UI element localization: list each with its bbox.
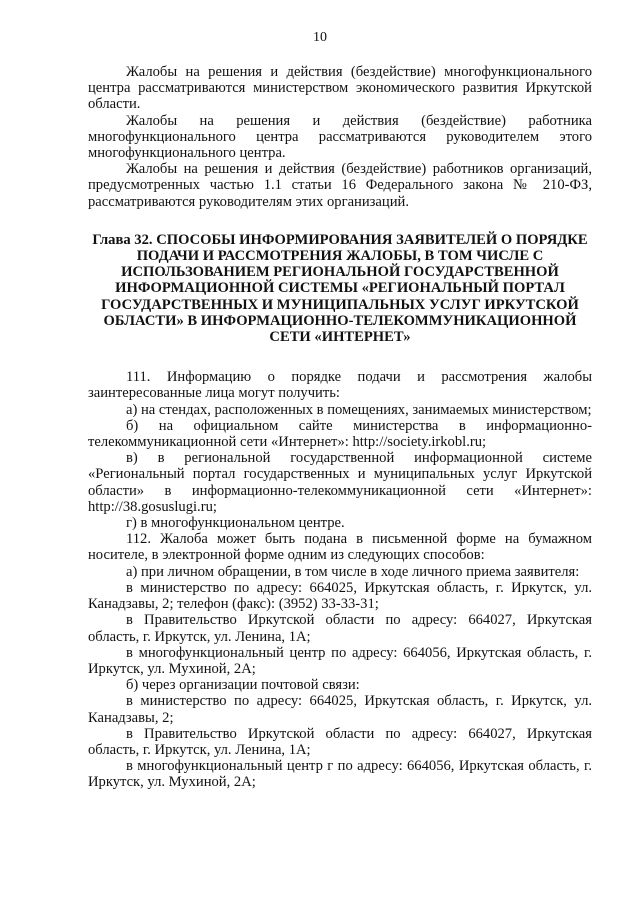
paragraph-mfc-address-personal: в многофункциональный центр по адресу: 664056, Иркутская область, г. Иркутск, ул. Мухиной, 2А; (88, 644, 592, 677)
paragraph-111-b: б) на официальном сайте министерства в информационно-телекоммуникационной сети «Интернет»: http://society.irkobl.ru; (88, 417, 592, 451)
paragraph-mfc-address-post: в многофункциональный центр г по адресу: 664056, Иркутская область, г. Иркутск, ул. Мухиной, 2А; (88, 758, 592, 791)
paragraph-112-intro: 112. Жалоба может быть подана в письменной форме на бумажном носителе, в электронной форме одним из следующих способов: (88, 531, 592, 564)
document-body (88, 64, 592, 791)
paragraph-ministry-address-personal: в министерство по адресу: 664025, Иркутская область, г. Иркутск, ул. Канадзавы, 2; телефон (факс): (3952) 33-33-31; (88, 579, 592, 613)
spacer (88, 210, 592, 232)
paragraph-111-v: в) в региональной государственной информационной системе «Региональный портал государственных и муниципальных услуг Иркутской области» в информационно-телекоммуникационной сети «Интернет»: http://38.gosuslugi.ru; (88, 450, 592, 515)
paragraph-ministry-address-post: в министерство по адресу: 664025, Иркутская область, г. Иркутск, ул. Канадзавы, 2; (88, 693, 592, 726)
paragraph-111-intro: 111. Информацию о порядке подачи и рассмотрения жалобы заинтересованные лица могут получить: (88, 369, 592, 402)
paragraph-government-address-post: в Правительство Иркутской области по адресу: 664027, Иркутская область, г. Иркутск, ул. Ленина, 1А; (88, 725, 592, 758)
paragraph-112-b: б) через организации почтовой связи: (126, 677, 360, 694)
spacer (88, 345, 592, 369)
chapter-heading: Глава 32. СПОСОБЫ ИНФОРМИРОВАНИЯ ЗАЯВИТЕЛЕЙ О ПОРЯДКЕ ПОДАЧИ И РАССМОТРЕНИЯ ЖАЛОБЫ, В ТОМ ЧИСЛЕ С ИСПОЛЬЗОВАНИЕМ РЕГИОНАЛЬНОЙ ГОСУДАРСТВЕННОЙ ИНФОРМАЦИОННОЙ СИСТЕМЫ «РЕГИОНАЛЬНЫЙ ПОРТАЛ ГОСУДАРСТВЕННЫХ И МУНИЦИПАЛЬНЫХ УСЛУГ ИРКУТСКОЙ ОБЛАСТИ» В ИНФОРМАЦИОННО-ТЕЛЕКОММУНИКАЦИОННОЙ СЕТИ «ИНТЕРНЕТ» (92, 231, 588, 346)
paragraph-mfc-complaints: Жалобы на решения и действия (бездействие) многофункционального центра рассматриваются министерством экономического развития Иркутской области. (88, 64, 592, 113)
paragraph-mfc-employee-complaints: Жалобы на решения и действия (бездействие) работника многофункционального центра рассматриваются руководителем этого многофункционального центра. (88, 112, 592, 162)
paragraph-111-g: г) в многофункциональном центре. (126, 515, 345, 532)
paragraph-government-address-personal: в Правительство Иркутской области по адресу: 664027, Иркутская область, г. Иркутск, ул. Ленина, 1А; (88, 612, 592, 645)
page-number: 10 (313, 30, 327, 45)
paragraph-112-a: а) при личном обращении, в том числе в ходе личного приема заявителя: (126, 563, 580, 580)
paragraph-111-a: а) на стендах, расположенных в помещениях, занимаемых министерством; (126, 401, 592, 418)
paragraph-organization-complaints: Жалобы на решения и действия (бездействие) работников организаций, предусмотренных частью 1.1 статьи 16 Федерального закона № 210-ФЗ, рассматриваются руководителям этих организаций. (88, 161, 592, 210)
